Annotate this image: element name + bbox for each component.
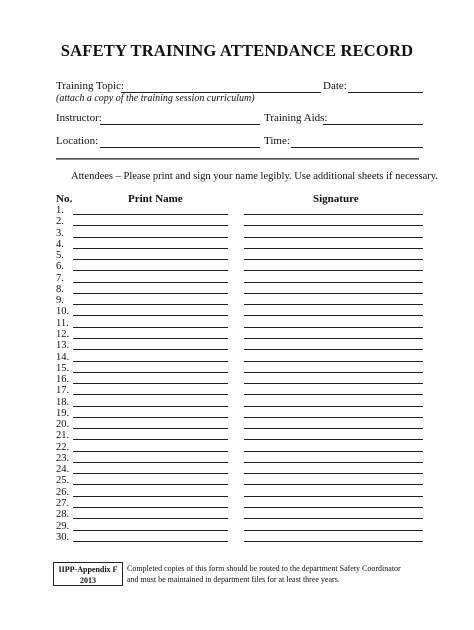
row-number: 28. <box>56 509 70 521</box>
row-number: 7. <box>56 272 64 284</box>
row-number: 13. <box>56 340 70 352</box>
signature-line[interactable] <box>244 383 423 384</box>
time-label: Time: <box>264 135 290 147</box>
signature-line[interactable] <box>244 237 423 238</box>
print-name-line[interactable] <box>73 304 228 305</box>
row-number: 23. <box>56 452 70 464</box>
row-number: 14. <box>56 351 70 363</box>
signature-line[interactable] <box>244 394 423 395</box>
curriculum-note: (attach a copy of the training session curriculum) <box>56 93 255 104</box>
print-name-line[interactable] <box>73 338 228 339</box>
print-name-line[interactable] <box>73 225 228 226</box>
row-number: 18. <box>56 396 70 408</box>
signature-line[interactable] <box>244 282 423 283</box>
signature-line[interactable] <box>244 214 423 215</box>
print-name-line[interactable] <box>73 372 228 373</box>
signature-line[interactable] <box>244 349 423 350</box>
print-name-line[interactable] <box>73 462 228 463</box>
print-name-line[interactable] <box>73 214 228 215</box>
signature-line[interactable] <box>244 417 423 418</box>
row-number: 1. <box>56 205 64 216</box>
appendix-id: IIPP-Appendix F <box>58 565 118 574</box>
date-line[interactable] <box>348 92 423 93</box>
print-name-line[interactable] <box>73 406 228 407</box>
print-name-line[interactable] <box>73 484 228 485</box>
col-no-header: No. <box>56 193 73 205</box>
footer-note-line1: Completed copies of this form should be routed to the department Safety Coordinator <box>127 564 401 573</box>
signature-line[interactable] <box>244 484 423 485</box>
print-name-line[interactable] <box>73 439 228 440</box>
signature-line[interactable] <box>244 541 423 542</box>
attendee-instructions: Attendees – Please print and sign your name legibly. Use additional sheets if necessary. <box>71 171 438 182</box>
location-line[interactable] <box>100 147 260 148</box>
training-topic-label: Training Topic: <box>56 80 124 92</box>
col-name-header: Print Name <box>128 193 183 205</box>
row-number: 15. <box>56 362 70 374</box>
signature-line[interactable] <box>244 439 423 440</box>
col-signature-header: Signature <box>313 193 359 205</box>
row-number: 2. <box>56 216 64 228</box>
signature-line[interactable] <box>244 338 423 339</box>
footer-note <box>127 563 401 585</box>
signature-line[interactable] <box>244 473 423 474</box>
signature-line[interactable] <box>244 361 423 362</box>
row-number: 11. <box>56 317 69 329</box>
signature-line[interactable] <box>244 518 423 519</box>
appendix-year: 2013 <box>80 576 96 585</box>
signature-line[interactable] <box>244 259 423 260</box>
print-name-line[interactable] <box>73 428 228 429</box>
print-name-line[interactable] <box>73 361 228 362</box>
row-number: 21. <box>56 430 70 442</box>
print-name-line[interactable] <box>73 259 228 260</box>
instructor-label: Instructor: <box>56 112 102 124</box>
signature-line[interactable] <box>244 270 423 271</box>
signature-line[interactable] <box>244 304 423 305</box>
signature-line[interactable] <box>244 496 423 497</box>
row-number: 20. <box>56 419 70 431</box>
signature-line[interactable] <box>244 406 423 407</box>
print-name-line[interactable] <box>73 237 228 238</box>
row-number: 12. <box>56 328 70 340</box>
row-number: 26. <box>56 486 70 498</box>
signature-line[interactable] <box>244 372 423 373</box>
row-number: 6. <box>56 261 64 273</box>
print-name-line[interactable] <box>73 473 228 474</box>
date-label: Date: <box>323 80 347 92</box>
print-name-line[interactable] <box>73 530 228 531</box>
signature-line[interactable] <box>244 530 423 531</box>
row-number: 10. <box>56 306 70 318</box>
appendix-box <box>53 562 123 586</box>
print-name-line[interactable] <box>73 417 228 418</box>
print-name-line[interactable] <box>73 541 228 542</box>
time-line[interactable] <box>291 147 423 148</box>
print-name-line[interactable] <box>73 270 228 271</box>
print-name-line[interactable] <box>73 383 228 384</box>
row-number: 3. <box>56 227 64 239</box>
print-name-line[interactable] <box>73 248 228 249</box>
signature-line[interactable] <box>244 451 423 452</box>
print-name-line[interactable] <box>73 282 228 283</box>
signature-line[interactable] <box>244 315 423 316</box>
print-name-line[interactable] <box>73 394 228 395</box>
training-aids-label: Training Aids: <box>264 112 328 124</box>
print-name-line[interactable] <box>73 451 228 452</box>
row-number: 19. <box>56 407 70 419</box>
training-aids-line[interactable] <box>323 124 423 125</box>
row-number: 30. <box>56 531 70 543</box>
row-number: 27. <box>56 498 70 510</box>
row-number: 17. <box>56 385 70 397</box>
row-number: 25. <box>56 475 70 487</box>
row-number: 9. <box>56 295 64 307</box>
form-title: SAFETY TRAINING ATTENDANCE RECORD <box>60 41 414 60</box>
instructor-line[interactable] <box>100 124 260 125</box>
signature-line[interactable] <box>244 327 423 328</box>
signature-line[interactable] <box>244 225 423 226</box>
row-number: 4. <box>56 238 64 250</box>
print-name-line[interactable] <box>73 293 228 294</box>
print-name-line[interactable] <box>73 315 228 316</box>
row-number: 5. <box>56 250 64 262</box>
section-divider <box>56 158 419 160</box>
signature-line[interactable] <box>244 462 423 463</box>
signature-line[interactable] <box>244 507 423 508</box>
footer-note-line2: and must be maintained in department files for at least three years. <box>127 575 340 584</box>
print-name-line[interactable] <box>73 327 228 328</box>
location-label: Location: <box>56 135 99 147</box>
print-name-line[interactable] <box>73 518 228 519</box>
signature-line[interactable] <box>244 428 423 429</box>
print-name-line[interactable] <box>73 507 228 508</box>
row-number: 24. <box>56 464 70 476</box>
row-number: 8. <box>56 283 64 295</box>
print-name-line[interactable] <box>73 496 228 497</box>
signature-line[interactable] <box>244 293 423 294</box>
row-number: 29. <box>56 520 70 532</box>
print-name-line[interactable] <box>73 349 228 350</box>
row-number: 16. <box>56 374 70 386</box>
signature-line[interactable] <box>244 248 423 249</box>
row-number: 22. <box>56 441 70 453</box>
